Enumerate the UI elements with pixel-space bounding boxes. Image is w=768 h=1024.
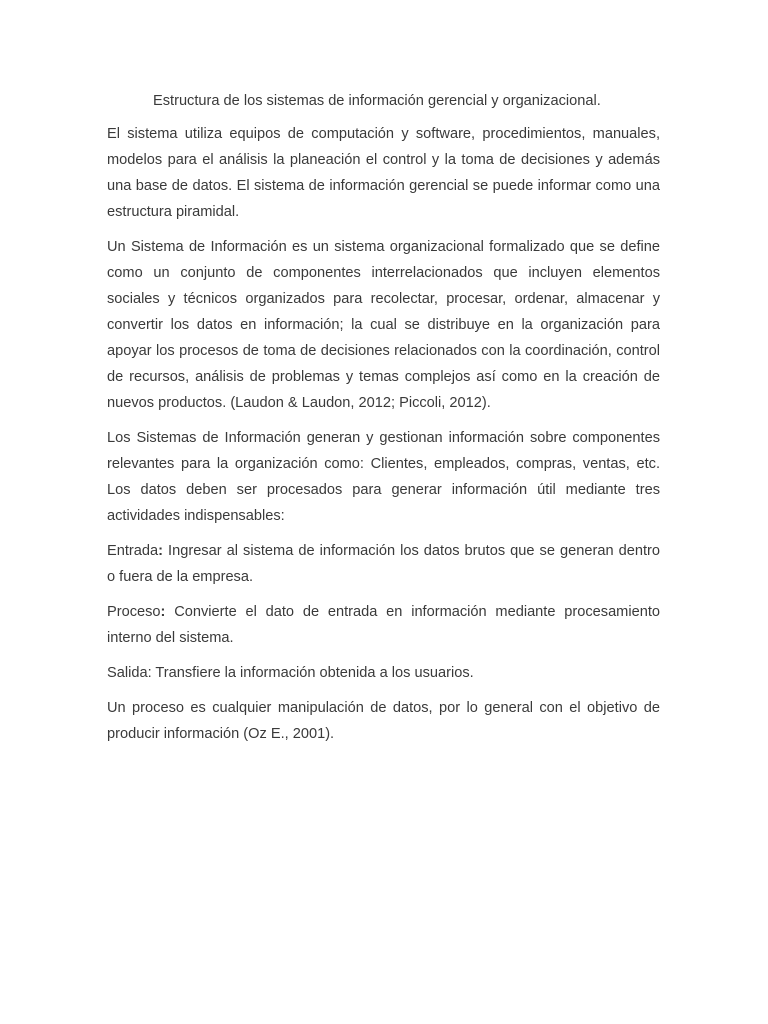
paragraph-activities: Los Sistemas de Información generan y gestionan información sobre componentes relevantes para la organización como: Clientes, empleados, compras, ventas, etc. Los datos deben ser procesados para generar información útil mediante tres actividades indispensables: [107, 430, 660, 524]
proceso-label: Proceso [107, 604, 161, 620]
proceso-text: Convierte el dato de entrada en información mediante procesamiento interno del sistema. [107, 604, 660, 646]
document-title: Estructura de los sistemas de información gerencial y organizacional. [153, 93, 601, 109]
paragraph-definition: Un Sistema de Información es un sistema organizacional formalizado que se define como un conjunto de componentes interrelacionados que incluyen elementos sociales y técnicos organizados para recolectar, procesar, ordenar, almacenar y convertir los datos en información; la cual se distribuye en la organización para apoyar los procesos de toma de decisiones relacionados con la coordinación, control de recursos, análisis de problemas y temas complejos así como en la creación de nuevos productos. (Laudon & Laudon, 2012; Piccoli, 2012). [107, 239, 660, 411]
paragraph-entrada [107, 538, 660, 590]
entrada-text: Ingresar al sistema de información los datos brutos que se generan dentro o fuera de la empresa. [107, 543, 660, 585]
entrada-label: Entrada [107, 543, 159, 559]
paragraph-closing: Un proceso es cualquier manipulación de datos, por lo general con el objetivo de producir información (Oz E., 2001). [107, 700, 660, 742]
proceso-colon: : [160, 604, 166, 620]
document-body [107, 90, 660, 756]
paragraph-proceso [107, 599, 660, 651]
entrada-colon: : [158, 543, 163, 559]
paragraph-intro: El sistema utiliza equipos de computación y software, procedimientos, manuales, modelos para el análisis la planeación el control y la toma de decisiones y además una base de datos. El sistema de información gerencial se puede informar como una estructura piramidal. [107, 126, 660, 220]
paragraph-salida: Salida: Transfiere la información obtenida a los usuarios. [107, 665, 474, 681]
